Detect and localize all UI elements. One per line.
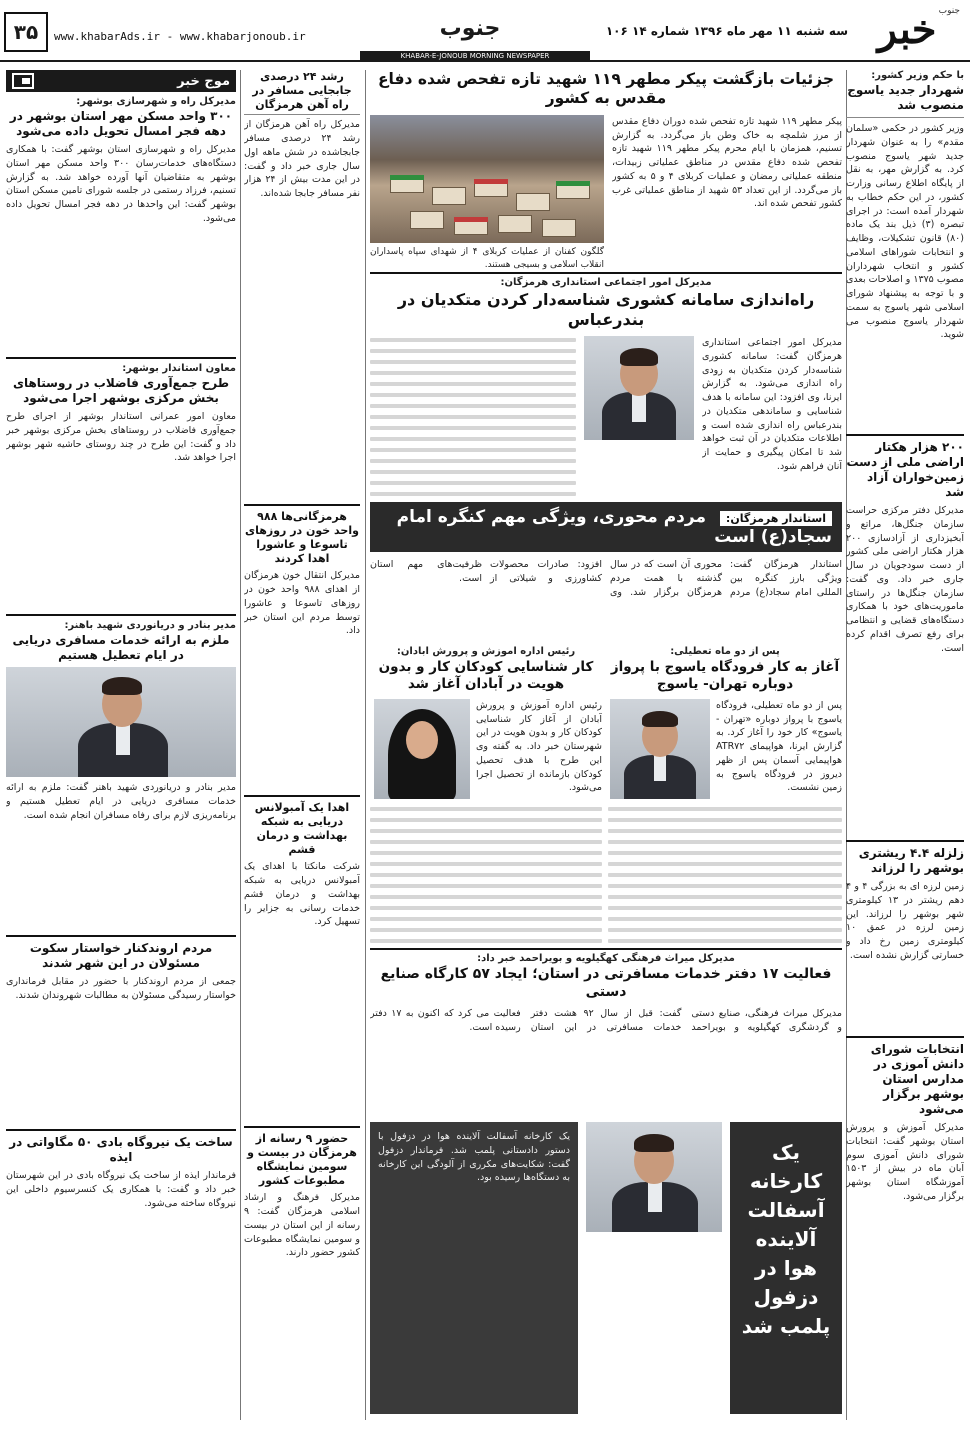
article-body: رئیس اداره آموزش و پرورش آبادان از آغاز کار شناسایی کودکان کار و بدون هویت در این شهرستان خبر داد. به گفته وی این طرح با هدف تحصیل کودکان بازمانده از تحصیل اجرا می‌شود. bbox=[476, 699, 602, 794]
headline-sewage[interactable]: طرح جمع‌آوری فاضلاب در روستاهای بخش مرکزی بوشهر اجرا می‌شود bbox=[12, 376, 230, 405]
banner-label: استاندار هرمزگان: bbox=[720, 511, 832, 526]
article-body: مدیرکل امور اجتماعی استانداری هرمزگان گفت: سامانه کشوری شناسه‌دار کردن متکدیان به زودی راه اندازی می‌شود. به گزارش ایرنا، وی افزود: این سامانه با هدف شناسایی و ساماندهی متکدیان در بندرعباس راه اندازی شده است و اطلاعات متکدیان در آن ثبت خواهد شد تا امکان پیگیری و حمایت از آنان فراهم شود. bbox=[702, 337, 842, 472]
divider bbox=[370, 948, 842, 950]
divider bbox=[6, 935, 236, 937]
section-tag: موج خبر bbox=[6, 70, 236, 92]
article-body: زمین لرزه ای به بزرگی ۴ و ۴ دهم ریشتر در ۱۳ کیلومتری شهر بوشهر را لرزاند. این زمین لرزه در عمق ۱۰ کیلومتری زمین رخ داد و خسارتی گزارش نشده است. bbox=[846, 881, 964, 961]
right-column bbox=[846, 70, 964, 1420]
english-strip: KHABAR-E-JONOUB MORNING NEWSPAPER bbox=[360, 51, 590, 61]
photo-martyrs-coffins bbox=[370, 115, 604, 243]
article-body: مدیرکل راه آهن هرمزگان از رشد ۲۴ درصدی مسافر جابجاشده در شش ماهه اول سال جاری خبر داد و گفت: در این مدت بیش از ۲۴ هزار نفر مسافر جابجا شده‌اند. bbox=[244, 119, 360, 200]
kicker: پس از دو ماه تعطیلی: bbox=[670, 646, 780, 657]
column-divider bbox=[365, 70, 366, 1420]
headline-blood[interactable]: هرمزگانی‌ها ۹۸۸ واحد خون در روزهای تاسوعا و عاشورا اهدا کردند bbox=[245, 510, 359, 565]
article-body: مدیرکل آموزش و پرورش استان بوشهر گفت: انتخابات شورای دانش آموزی سوم آبان ماه در بیش از ۱۵۰۳ آموزشگاه استان بوشهر برگزار می‌شود. bbox=[846, 1122, 964, 1202]
banner-headline[interactable]: استاندار هرمزگان: مردم محوری، ویژگی مهم کنگره امام سجاد(ع) است bbox=[370, 502, 842, 552]
photo-port-director bbox=[6, 667, 236, 777]
article-body: شرکت مانکتا با اهدای یک آمبولانس دریایی به شبکه بهداشت و درمان قشم خدمات رسانی به جزایر را تسهیل کرد. bbox=[244, 861, 360, 928]
article-body: مدیرکل راه و شهرسازی استان بوشهر گفت: با همکاری دستگاه‌های خدمات‌رسان ۳۰۰ واحد مسکن مهر استان بوشهر به متقاضیان آنها آورده خواهد شد. به گزارش تسنیم، فرزاد رستمی در جلسه شورای تامین مسکن استان بوشهر گفت: این واحدها در دهه فجر امسال تحویل داده می‌شود. bbox=[6, 144, 236, 224]
headline-arvandkenar[interactable]: مردم اروندکنار خواستار سکوت مسئولان در این شهر شدند bbox=[29, 941, 213, 970]
story-beggars bbox=[370, 272, 842, 502]
masthead bbox=[0, 0, 970, 62]
headline-quake[interactable]: زلزله ۴.۴ ریشتری بوشهر را لرزاند bbox=[858, 846, 964, 875]
divider bbox=[846, 117, 964, 118]
article-body: یک کارخانه آسفالت آلاینده هوا در دزفول با دستور دادستانی پلمب شد. فرماندار دزفول گفت: شکایت‌های مکرری از آلودگی این کارخانه به دستگاه‌ها رسیده بود. bbox=[378, 1131, 570, 1184]
photo-abadan-official bbox=[374, 699, 470, 799]
article-body: مدیر بنادر و دریانوردی شهید باهنر گفت: ملزم به ارائه خدمات مسافری دریایی در ایام تعطیل هستیم و برنامه‌ریزی لازم برای رفاه مسافران انجام شده است. bbox=[6, 782, 236, 821]
asphalt-body-box bbox=[370, 1122, 578, 1414]
photo-official-portrait bbox=[584, 336, 694, 440]
left-column bbox=[6, 70, 236, 1420]
story-tourism bbox=[370, 948, 842, 1120]
news-wave-icon bbox=[12, 73, 34, 89]
kicker: با حکم وزیر کشور: bbox=[871, 70, 964, 81]
divider bbox=[846, 434, 964, 436]
headline-martyrs[interactable]: جزئیات بازگشت پیکر مطهر ۱۱۹ شهید تازه تفحص شده دفاع مقدس به کشور bbox=[377, 70, 835, 108]
headline-mayor[interactable]: شهردار جدید یاسوج منصوب شد bbox=[847, 83, 964, 112]
headline-school[interactable]: انتخابات شورای دانش آموزی در مدارس استان بوشهر برگزار می‌شود bbox=[870, 1042, 964, 1116]
headline-rail[interactable]: رشد ۲۴ درصدی جابجایی مسافر در راه آهن هرمزگان bbox=[252, 70, 352, 111]
divider bbox=[846, 1036, 964, 1038]
divider bbox=[370, 272, 842, 274]
article-body: جمعی از مردم اروندکنار با حضور در مقابل فرمانداری خواستار رسیدگی مسئولان به مطالبات شهروندان شدند. bbox=[6, 976, 236, 1001]
article-body: پس از دو ماه تعطیلی، فرودگاه یاسوج با پرواز دوباره «تهران - یاسوج» کار خود را آغاز کرد. به گزارش ایرنا، هواپیمای ATR۷۲ هواپیمایی آسمان پس از ظهر دیروز در فرودگاه یاسوج به زمین نشست. bbox=[716, 699, 842, 794]
article-body: مدیرکل میراث فرهنگی، صنایع دستی و گردشگری کهگیلویه و بویراحمد گفت: قبل از سال ۹۲ هشت دفتر خدمات مسافرتی در این استان فعالیت می کرد که اکنون به ۱۷ دفتر رسیده است. bbox=[370, 1008, 842, 1033]
article-body-continued bbox=[608, 807, 842, 946]
article-body: مدیرکل انتقال خون هرمزگان از اهدای ۹۸۸ واحد خون در روزهای تاسوعا و عاشورا توسط مردم این استان خبر داد. bbox=[244, 570, 360, 637]
kicker: معاون استاندار بوشهر: bbox=[122, 363, 236, 374]
divider bbox=[846, 840, 964, 842]
photo-caption: گلگون کفنان از عملیات کربلای ۴ از شهدای سپاه پاسداران انقلاب اسلامی و بسیجی هستند. bbox=[370, 246, 604, 270]
divider bbox=[244, 795, 360, 797]
newspaper-logo: خبر جنوب bbox=[877, 5, 960, 53]
kicker: مدیرکل راه و شهرسازی بوشهر: bbox=[76, 96, 236, 107]
article-body: پیکر مطهر ۱۱۹ شهید تازه تفحص شده دوران دفاع مقدس از مرز شلمچه به خاک وطن باز می‌گردد. به گزارش تسنیم، همزمان با ایام محرم پیکر مطهر ۱۱۹ شهید تازه تفحص شده دفاع مقدس در مناطق عملیاتی زبیدات، منطقه عملیاتی رمضان و عملیات کربلای ۴ و ۵ به کشور باز می‌گردد. از این تعداد ۵۳ شهید از مناطق عملیاتی غرب کشور تفحص شده اند. bbox=[612, 115, 842, 210]
page-number: ۳۵ bbox=[4, 12, 48, 52]
divider bbox=[244, 114, 360, 115]
headline-housing[interactable]: ۳۰۰ واحد مسکن مهر استان بوشهر در دهه فجر امسال تحویل داده می‌شود bbox=[9, 109, 233, 138]
article-body: مدیرکل فرهنگ و ارشاد اسلامی هرمزگان گفت: ۹ رسانه از این استان در بیست و سومین نمایشگاه مطبوعات کشور حضور دارند. bbox=[244, 1192, 360, 1259]
photo-airport-official bbox=[610, 699, 710, 799]
article-body: مدیرکل دفتر مرکزی حراست سازمان جنگل‌ها، مراتع و آبخیزداری از آزادسازی ۲۰۰ هزار هکتار اراضی ملی کشور از دست سودجویان در سال جاری خبر داد. وی گفت: سازمان جنگل‌ها در راستای ماموریت‌های خود با همکاری دستگاه‌های قضایی و انتظامی برای رفع تصرف اقدام کرده است. bbox=[846, 505, 964, 654]
asphalt-title-box[interactable]: یک کارخانه آسفالت آلاینده هوا در دزفول پلمب شد bbox=[730, 1122, 842, 1414]
section-title: جنوب bbox=[439, 16, 501, 41]
divider bbox=[6, 614, 236, 616]
headline-tourism[interactable]: فعالیت ۱۷ دفتر خدمات مسافرتی در استان؛ ایجاد ۵۷ کارگاه صنایع دستی bbox=[380, 966, 832, 1000]
headline-land[interactable]: ۲۰۰ هزار هکتار اراضی ملی از دست زمین‌خواران آزاد شد bbox=[846, 440, 964, 499]
divider bbox=[6, 357, 236, 359]
story-congress bbox=[370, 502, 842, 644]
column-divider bbox=[240, 70, 241, 1420]
story-asphalt bbox=[370, 1122, 842, 1422]
kicker: مدیر بنادر و دریانوردی شهید باهنر: bbox=[64, 620, 236, 631]
column-briefs bbox=[244, 70, 360, 1420]
headline-ambulance[interactable]: اهدا یک آمبولانس دریایی به شبکه بهداشت و درمان قشم bbox=[254, 801, 350, 856]
article-body: استاندار هرمزگان گفت: ویژگی بارز کنگره بین المللی امام سجاد(ع) مردم محوری آن است که در سال گذشته با همت مردم هرمزگان برگزار شد. وی افزود: صادرات محصولات کشاورزی و شیلاتی از ظرفیت‌های مهم استان است. bbox=[370, 559, 842, 598]
kicker: رئیس اداره آموزش و پرورش آبادان: bbox=[396, 646, 576, 657]
story-yasuj-airport bbox=[608, 646, 842, 946]
divider bbox=[244, 504, 360, 506]
article-body: وزیر کشور در حکمی «سلمان مقدم» را به عنوان شهردار جدید شهر یاسوج منصوب کرد. به گزارش مهر، به نقل از پایگاه اطلاع رسانی وزارت کشور، در این حکم خطاب به شهردار آمده است: در اجرای تبصره (۳) ذیل بند یک ماده (۸۰) قانون تشکیلات، وظایف و انتخابات شوراهای اسلامی کشور و انتخاب شهرداران مصوب ۱۳۷۵ و اصلاحات بعدی و با توجه به پیشنهاد شورای اسلامی شهر یاسوج به سمت شهردار یاسوج منصوب می شوید. bbox=[846, 123, 964, 341]
article-body-continued bbox=[370, 807, 602, 946]
kicker: مدیرکل میراث فرهنگی کهگیلویه و بویراحمد خبر داد: bbox=[477, 953, 735, 964]
headline-abadan[interactable]: کار شناسایی کودکان کار و بدون هویت در آبادان آغاز شد bbox=[378, 659, 594, 692]
headline-port[interactable]: ملزم به ارائه خدمات مسافری دریایی در ایام تعطیل هستیم bbox=[12, 633, 230, 662]
website-url[interactable]: www.khabarAds.ir - www.khabarjonoub.ir bbox=[54, 30, 306, 43]
headline-airport[interactable]: آغاز به کار فرودگاه یاسوج با پرواز دوباره تهران- یاسوج bbox=[610, 659, 840, 692]
divider bbox=[244, 1126, 360, 1128]
story-abadan bbox=[370, 646, 602, 946]
headline-media[interactable]: حضور ۹ رسانه از هرمزگان در بیست و سومین نمایشگاه مطبوعات کشور bbox=[247, 1132, 357, 1187]
article-body: فرماندار ایذه از ساخت یک نیروگاه بادی در این شهرستان خبر داد و گفت: با همکاری یک کنسرسیوم داخلی این نیروگاه ساخته می‌شود. bbox=[6, 1170, 236, 1209]
headline-wind[interactable]: ساخت یک نیروگاه بادی ۵۰ مگاواتی در ایذه bbox=[9, 1135, 233, 1164]
dateline: سه شنبه ۱۱ مهر ماه ۱۳۹۶ شماره ۱۴ ۱۰۶ bbox=[605, 24, 848, 38]
article-body: معاون امور عمرانی استاندار بوشهر از اجرای طرح جمع‌آوری فاضلاب در روستاهای بخش مرکزی بوشهر خبر داد و گفت: این طرح در چند روستای حاشیه شهر بوشهر اجرا خواهد شد. bbox=[6, 411, 236, 464]
divider bbox=[6, 1129, 236, 1131]
top-story bbox=[370, 70, 842, 270]
kicker: مدیرکل امور اجتماعی استانداری هرمزگان: bbox=[500, 277, 712, 288]
photo-governor bbox=[586, 1122, 722, 1232]
article-body-continued bbox=[370, 336, 576, 502]
headline-beggars[interactable]: راه‌اندازی سامانه کشوری شناسه‌دار کردن متکدیان در بندرعباس bbox=[397, 290, 815, 329]
